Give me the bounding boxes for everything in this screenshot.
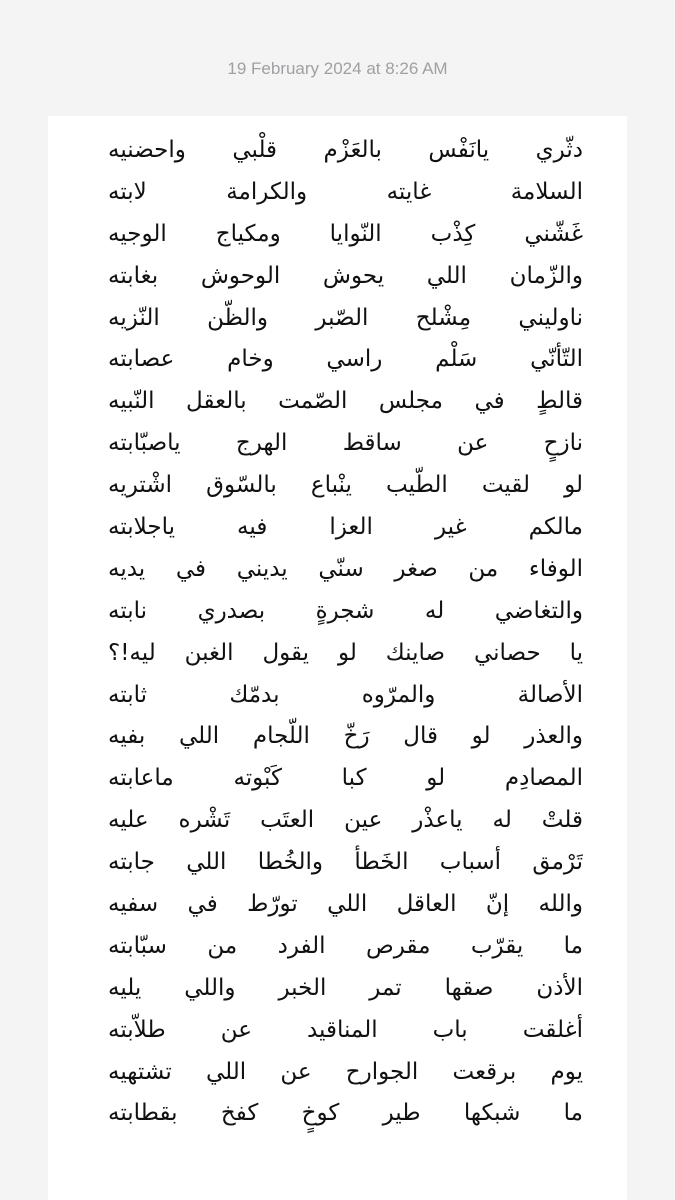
note-line: المصادِم لو كبا كَبْوته ماعابته <box>108 765 583 792</box>
note-line: والعذر لو قال رَخّ اللّجام اللي بفيه <box>108 723 583 750</box>
note-line: أغلقت باب المناقيد عن طلاّبته <box>108 1016 583 1043</box>
note-line: ناوليني مِشْلح الصّبر والظّن النّزيه <box>108 304 583 331</box>
note-line: غَشّني كِذْب النّوايا ومكياج الوجيه <box>108 220 583 247</box>
note-line: قالطٍ في مجلس الصّمت بالعقل النّبيه <box>108 388 583 415</box>
note-line: قلتْ له ياعذْر عين العتَب تَشْره عليه <box>108 807 583 834</box>
note-line: الوفاء من صغر سنّي يديني في يديه <box>108 555 583 582</box>
note-line: الأصالة والمرّوه بدمّك ثابته <box>108 681 583 708</box>
note-line: تَرْمق أسباب الخَطأ والخُطا اللي جابته <box>108 849 583 876</box>
note-line: الأذن صقها تمر الخبر واللي يليه <box>108 974 583 1001</box>
note-line: دثّري يانَفْس بالعَزْم قلْبي واحضنيه <box>108 137 583 163</box>
note-line: والتغاضي له شجرةٍ بصدري نابته <box>108 597 583 624</box>
note-timestamp: 19 February 2024 at 8:26 AM <box>227 59 448 78</box>
note-line: التّأنّي سَلْم راسي وخام عصابته <box>108 346 583 373</box>
note-line: والزّمان اللي يحوش الوحوش بغابته <box>108 262 583 289</box>
note-line: نازحٍ عن ساقط الهرج ياصبّابته <box>108 430 583 457</box>
note-line: والله إنّ العاقل اللي تورّط في سفيه <box>108 891 583 918</box>
note-line: ما شبكها طير كوخٍ كفخ بقطابته <box>108 1100 583 1127</box>
note-line: لو لقيت الطّيب ينْباع بالسّوق اشْتريه <box>108 472 583 499</box>
note-body[interactable] <box>48 130 627 1135</box>
note-line: مالكم غير العزا فيه ياجلابته <box>108 514 583 541</box>
note-line: يوم برقعت الجوارح عن اللي تشتهيه <box>108 1058 583 1085</box>
note-line: السلامة غايته والكرامة لابته <box>108 178 583 205</box>
note-line: يا حصاني صاينك لو يقول الغبن ليه!؟ <box>108 639 583 666</box>
note-line: ما يقرّب مقرص الفرد من سبّابته <box>108 932 583 959</box>
